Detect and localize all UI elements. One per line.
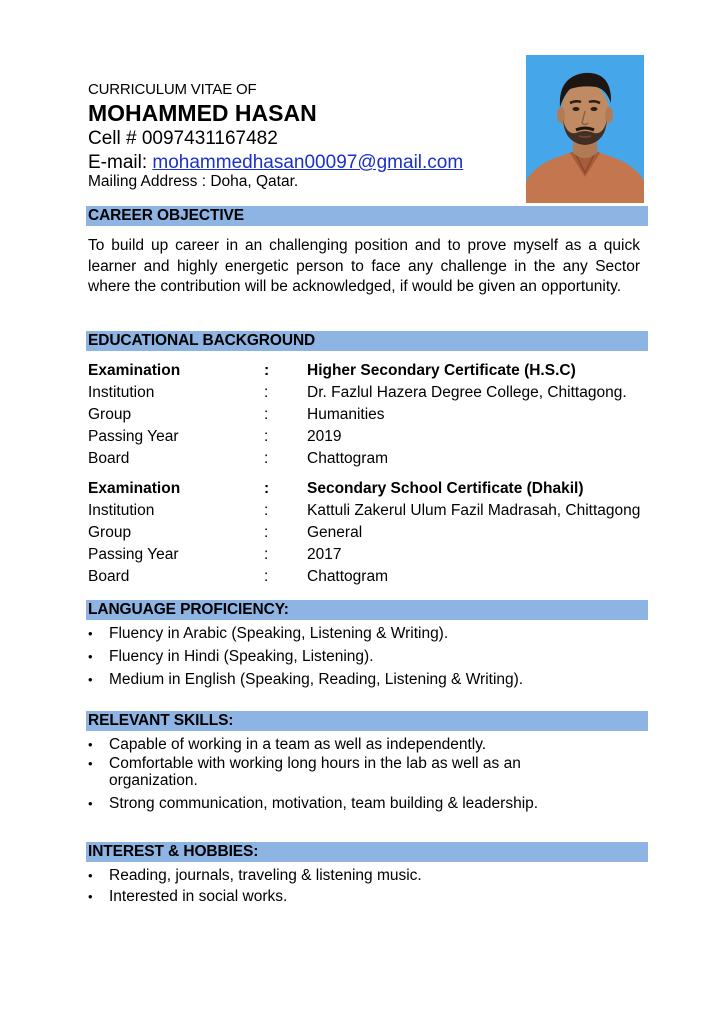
education-record-ssc [88, 478, 678, 588]
list-item [88, 888, 648, 906]
bullet-icon: • [88, 888, 93, 904]
list-item-text: Fluency in Arabic (Speaking, Listening & Writing). [109, 625, 449, 642]
person-portrait-icon [526, 55, 644, 203]
edu-row-examination [88, 360, 678, 382]
edu-colon: : [264, 362, 270, 379]
edu-row-passing-year [88, 426, 678, 448]
edu-value: 2019 [307, 428, 342, 445]
edu-value: Chattogram [307, 450, 388, 467]
edu-key: Institution [88, 502, 155, 519]
edu-key: Passing Year [88, 546, 179, 563]
email-label: E-mail: [88, 152, 153, 173]
email-link[interactable]: mohammedhasan00097@gmail.com [152, 152, 464, 173]
edu-row-group [88, 522, 678, 544]
section-interest-hobbies: INTEREST & HOBBIES: [86, 842, 648, 862]
edu-value: 2017 [307, 546, 342, 563]
applicant-name: MOHAMMED HASAN [88, 100, 317, 126]
list-item [88, 736, 648, 754]
edu-colon: : [264, 568, 269, 585]
edu-row-institution [88, 500, 678, 522]
section-educational-background: EDUCATIONAL BACKGROUND [86, 331, 648, 351]
edu-key: Board [88, 450, 130, 467]
mailing-address: Mailing Address : Doha, Qatar. [88, 173, 299, 190]
list-item-text: Fluency in Hindi (Speaking, Listening). [109, 648, 374, 665]
career-objective-text: To build up career in an challenging position and to prove myself as a quick learner and highly energetic person to face any challenge in the any Sector where the contribution will be acknowledged, if would be given an opportunity. [88, 237, 640, 295]
section-relevant-skills: RELEVANT SKILLS: [86, 711, 648, 731]
edu-row-passing-year [88, 544, 678, 566]
edu-row-examination [88, 478, 678, 500]
bullet-icon: • [88, 649, 93, 664]
bullet-icon: • [88, 737, 93, 752]
list-item [88, 648, 648, 666]
edu-key: Examination [88, 362, 181, 379]
email-line [88, 151, 508, 175]
cv-header [88, 80, 508, 191]
edu-colon: : [264, 480, 270, 497]
edu-value: Kattuli Zakerul Ulum Fazil Madrasah, Chittagong [307, 502, 641, 519]
skills-list [88, 736, 648, 818]
bullet-icon: • [88, 672, 93, 687]
list-item-text: Reading, journals, traveling & listening music. [109, 867, 422, 884]
edu-row-board [88, 448, 678, 470]
edu-key: Institution [88, 384, 155, 401]
list-item-text: Capable of working in a team as well as independently. [109, 736, 487, 753]
edu-colon: : [264, 384, 269, 401]
edu-colon: : [264, 428, 269, 445]
language-list [88, 625, 648, 694]
edu-row-group [88, 404, 678, 426]
list-item [88, 795, 648, 813]
edu-colon: : [264, 524, 269, 541]
edu-value: Humanities [307, 406, 385, 423]
edu-value: Dr. Fazlul Hazera Degree College, Chittagong. [307, 384, 627, 401]
edu-value: Secondary School Certificate (Dhakil) [307, 480, 584, 497]
edu-colon: : [264, 502, 269, 519]
list-item [88, 755, 648, 790]
education-record-hsc [88, 360, 678, 470]
edu-value: Chattogram [307, 568, 388, 585]
edu-colon: : [264, 406, 269, 423]
hobbies-list [88, 867, 648, 911]
bullet-icon: • [88, 868, 93, 883]
edu-colon: : [264, 450, 269, 467]
edu-key: Examination [88, 480, 181, 497]
edu-row-board [88, 566, 678, 588]
list-item-text: Medium in English (Speaking, Reading, Listening & Writing). [109, 671, 524, 688]
bullet-icon: • [88, 796, 93, 811]
edu-value: Higher Secondary Certificate (H.S.C) [307, 362, 576, 379]
list-item-text: Strong communication, motivation, team building & leadership. [109, 795, 539, 812]
list-item-text: Interested in social works. [109, 887, 288, 905]
edu-value: General [307, 524, 363, 541]
profile-photo [526, 55, 644, 203]
cell-number: Cell # 0097431167482 [88, 128, 278, 149]
bullet-icon: • [88, 755, 93, 771]
edu-key: Passing Year [88, 428, 179, 445]
cv-label: CURRICULUM VITAE OF [88, 81, 257, 98]
edu-key: Group [88, 406, 132, 423]
edu-row-institution [88, 382, 678, 404]
edu-key: Group [88, 524, 132, 541]
list-item [88, 671, 648, 689]
list-item-text: Comfortable with working long hours in the lab as well as an organization. [109, 754, 521, 789]
section-language-proficiency: LANGUAGE PROFICIENCY: [86, 600, 648, 620]
section-career-objective: CAREER OBJECTIVE [86, 206, 648, 226]
list-item [88, 625, 648, 643]
edu-key: Board [88, 568, 130, 585]
bullet-icon: • [88, 626, 93, 641]
list-item [88, 867, 648, 885]
edu-colon: : [264, 546, 269, 563]
